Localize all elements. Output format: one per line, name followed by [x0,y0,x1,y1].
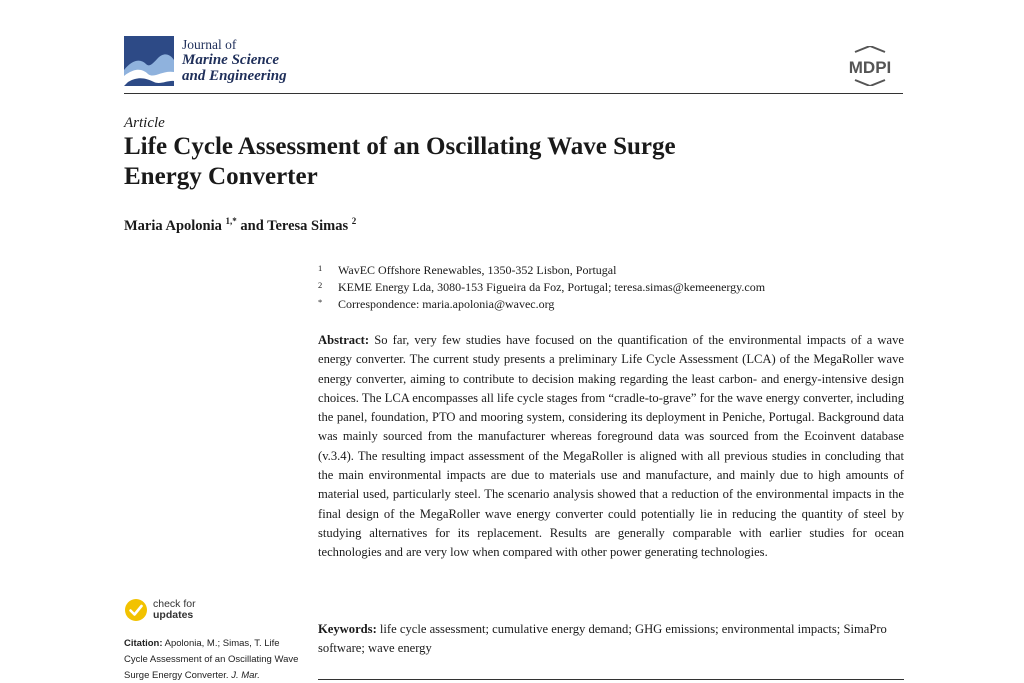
author-name[interactable]: Teresa Simas [267,217,349,234]
check-for-updates-button[interactable] [124,598,196,622]
affiliation-item [318,262,616,278]
header-divider [124,93,903,94]
correspondence-text[interactable]: Correspondence: maria.apolonia@wavec.org [338,297,555,311]
keywords [318,620,904,659]
abstract-label: Abstract: [318,333,370,347]
abstract-divider [318,679,904,680]
article-title [124,132,844,192]
journal-name-line2: Marine Science [182,52,280,68]
citation-text: Apolonia, M.; Simas, T. Life Cycle Assessment of an Oscillating Wave Surge Energy Converter. [124,638,299,681]
abstract-text: So far, very few studies have focused on the quantification of the environmental impacts of a wave energy converter. The current study presents a preliminary Life Cycle Assessment (LCA) of the MegaRoller wave energy converter, aiming to contribute to decision making regarding the least carbon- and energy-intensive design choices. The LCA encompasses all life cycle stages from “cradle-to-grave” for the wave energy converter, including the panel, foundation, PTO and mooring system, considering its deployment in Peniche, Portugal. Background data was mainly sourced from the manufacturer whereas foreground data was sourced from the Ecoinvent database (v.3.4). The resulting impact assessment of the MegaRoller is aligned with all previous studies in concluding that the main environmental impacts are due to materials use and manufacture, and mainly due to high amounts of material used, particularly steel. The scenario analysis showed that a reduction of the environmental impacts in the final design of the MegaRoller wave energy converter could potentially lie in reducing the quantity of steel by studying alternatives for its replacement. Results are generally comparable with earlier studies for ocean technologies and are very low when compared with other power generating technologies. [318,333,904,560]
check-badge-icon [124,598,148,622]
author-affil-mark: 1,* [225,216,237,226]
mdpi-logo [837,46,903,86]
author-joiner: and [240,217,264,234]
citation-block [124,636,304,683]
author-name[interactable]: Maria Apolonia [124,217,222,234]
affiliation-item [318,279,765,295]
abstract [318,331,904,563]
author-affil-mark: 2 [351,216,357,226]
article-title-line1: Life Cycle Assessment of an Oscillating Wave Surge [124,133,676,160]
citation-journal: J. Mar. [231,670,260,681]
journal-logo [124,36,174,86]
journal-name-line1: Journal of [182,37,237,52]
affiliation-mark: 2 [318,280,323,290]
affiliation-mark: 1 [318,263,323,273]
affiliation-text: WavEC Offshore Renewables, 1350-352 Lisbon, Portugal [338,263,617,277]
mdpi-logo-text: MDPI [848,58,892,77]
affiliation-text[interactable]: KEME Energy Lda, 3080-153 Figueira da Foz, Portugal; teresa.simas@kemeenergy.com [338,280,766,294]
journal-name [182,37,287,84]
check-line2: updates [153,609,194,621]
check-line1: check for [153,598,196,610]
affiliation-mark: * [318,297,323,307]
article-type: Article [124,115,165,131]
check-for-updates-text [153,599,196,621]
keywords-label: Keywords: [318,622,377,636]
keywords-text: life cycle assessment; cumulative energy demand; GHG emissions; environmental impacts; SimaPro software; wave energy [318,622,887,656]
citation-label: Citation: [124,638,163,649]
journal-name-line3: and Engineering [182,68,287,84]
correspondence-item [318,296,554,312]
author-list [124,216,356,235]
article-title-line2: Energy Converter [124,163,318,190]
